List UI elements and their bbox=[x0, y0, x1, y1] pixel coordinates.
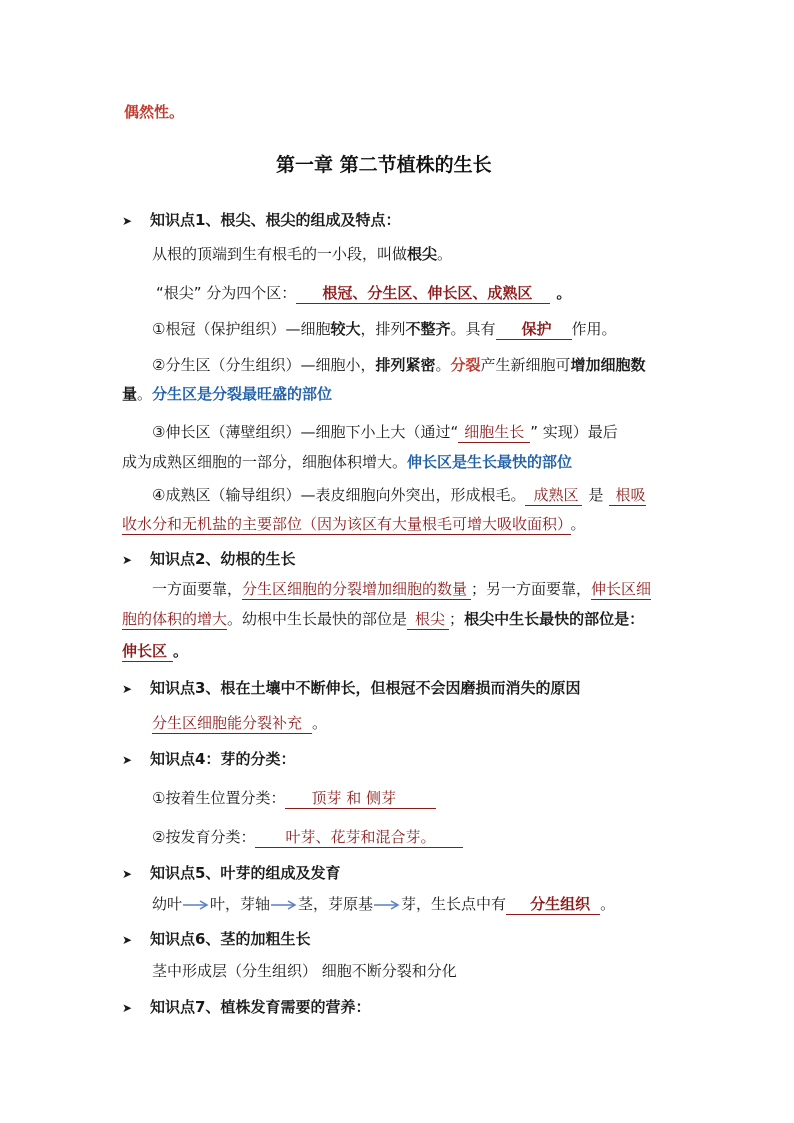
bullet-arrow-icon: ➤ bbox=[122, 1001, 133, 1015]
answer-blank: 胞的体积的增大 bbox=[122, 610, 228, 628]
k6-text: 茎中形成层（分生组织） 细胞不断分裂和分化 bbox=[152, 962, 457, 980]
bullet-arrow-icon: ➤ bbox=[122, 682, 133, 696]
section-heading-k7: ➤ 知识点7、植株发育需要的营养： bbox=[122, 996, 370, 1019]
k1-definition: 从根的顶端到生有根毛的一小段，叫做根尖。 bbox=[152, 245, 453, 263]
k1-four-zones: “根尖” 分为四个区： 根冠、分生区、伸长区、成熟区 。 bbox=[156, 284, 572, 302]
section-heading-k2: ➤ 知识点2、幼根的生长 bbox=[122, 548, 295, 571]
k1-zone-meristem-line1: ②分生区（分生组织）—细胞小，排列紧密。分裂产生新细胞可增加细胞数 bbox=[152, 356, 646, 374]
k1-zone-maturation-line2: 收水分和无机盐的主要部位（因为该区有大量根毛可增大吸收面积） 。 bbox=[122, 515, 586, 533]
section-heading-k4: ➤ 知识点4：芽的分类： bbox=[122, 748, 295, 771]
answer-blank: 细胞生长 bbox=[458, 423, 530, 443]
answer-blank: 叶芽、花芽和混合芽。 bbox=[255, 828, 463, 848]
bullet-arrow-icon: ➤ bbox=[122, 753, 133, 767]
bullet-arrow-icon: ➤ bbox=[122, 867, 133, 881]
k1-zone-meristem-line2: 量。分生区是分裂最旺盛的部位 bbox=[122, 385, 333, 403]
section-heading-k6: ➤ 知识点6、茎的加粗生长 bbox=[122, 928, 310, 951]
section-heading-k1: ➤ 知识点1、根尖、根尖的组成及特点： bbox=[122, 209, 400, 232]
k1-zone-maturation-line1: ④成熟区（输导组织）—表皮细胞向外突出，形成根毛。 成熟区 是 根吸 bbox=[152, 486, 646, 504]
k5-development-line: 幼叶 叶，芽轴 茎，芽原基 芽，生长点中有 分生组织 。 bbox=[152, 895, 616, 913]
highlight-text: 分生区是分裂最旺盛的部位 bbox=[152, 385, 333, 403]
answer-blank: 根吸 bbox=[609, 486, 645, 506]
answer-blank: 根尖 bbox=[407, 610, 449, 630]
answer-blank: 收水分和无机盐的主要部位（因为该区有大量根毛可增大吸收面积） bbox=[122, 515, 571, 535]
previous-page-fragment: 偶然性。 bbox=[124, 103, 185, 121]
arrow-right-icon bbox=[182, 900, 210, 910]
highlight-text: 伸长区是生长最快的部位 bbox=[407, 453, 573, 471]
page-title: 第一章 第二节植株的生长 bbox=[276, 154, 492, 176]
bullet-arrow-icon: ➤ bbox=[122, 553, 133, 567]
arrow-right-icon bbox=[270, 900, 298, 910]
answer-blank: 伸长区细 bbox=[591, 580, 652, 598]
k2-paragraph-line2: 胞的体积的增大。幼根中生长最快的部位是 根尖 ；根尖中生长最快的部位是： bbox=[122, 610, 645, 628]
answer-blank: 分生区细胞的分裂增加细胞的数量 bbox=[242, 580, 471, 600]
answer-blank: 根冠、分生区、伸长区、成熟区 bbox=[296, 284, 550, 304]
arrow-right-icon bbox=[373, 900, 401, 910]
answer-blank: 分生区细胞能分裂补充 bbox=[152, 714, 312, 734]
k1-zone-root-cap: ①根冠（保护组织）—细胞较大，排列不整齐。具有 保护 作用。 bbox=[152, 320, 617, 338]
answer-blank: 保护 bbox=[496, 320, 572, 340]
section-heading-k3: ➤ 知识点3、根在土壤中不断伸长，但根冠不会因磨损而消失的原因 bbox=[122, 677, 580, 700]
answer-blank: 分生组织 bbox=[506, 895, 600, 915]
k3-answer-line: 分生区细胞能分裂补充 。 bbox=[152, 714, 328, 732]
bullet-arrow-icon: ➤ bbox=[122, 933, 133, 947]
answer-blank: 顶芽 和 侧芽 bbox=[285, 789, 436, 809]
k2-paragraph-line3: 伸长区 。 bbox=[122, 642, 189, 660]
answer-blank: 伸长区 bbox=[122, 642, 173, 662]
bullet-arrow-icon: ➤ bbox=[122, 214, 133, 228]
k4-by-development: ②按发育分类： 叶芽、花芽和混合芽。 bbox=[152, 826, 463, 848]
k1-zone-elongation-line1: ③伸长区（薄壁组织）—细胞下小上大（通过“ 细胞生长 ” 实现）最后 bbox=[152, 423, 618, 441]
k1-zone-elongation-line2: 成为成熟区细胞的一部分，细胞体积增大。伸长区是生长最快的部位 bbox=[122, 453, 573, 471]
answer-blank: 成熟区 bbox=[525, 486, 582, 506]
section-heading-k5: ➤ 知识点5、叶芽的组成及发育 bbox=[122, 862, 340, 885]
k4-by-position: ①按着生位置分类： 顶芽 和 侧芽 bbox=[152, 787, 436, 809]
k2-paragraph-line1: 一方面要靠，分生区细胞的分裂增加细胞的数量 ；另一方面要靠，伸长区细 bbox=[152, 580, 652, 598]
